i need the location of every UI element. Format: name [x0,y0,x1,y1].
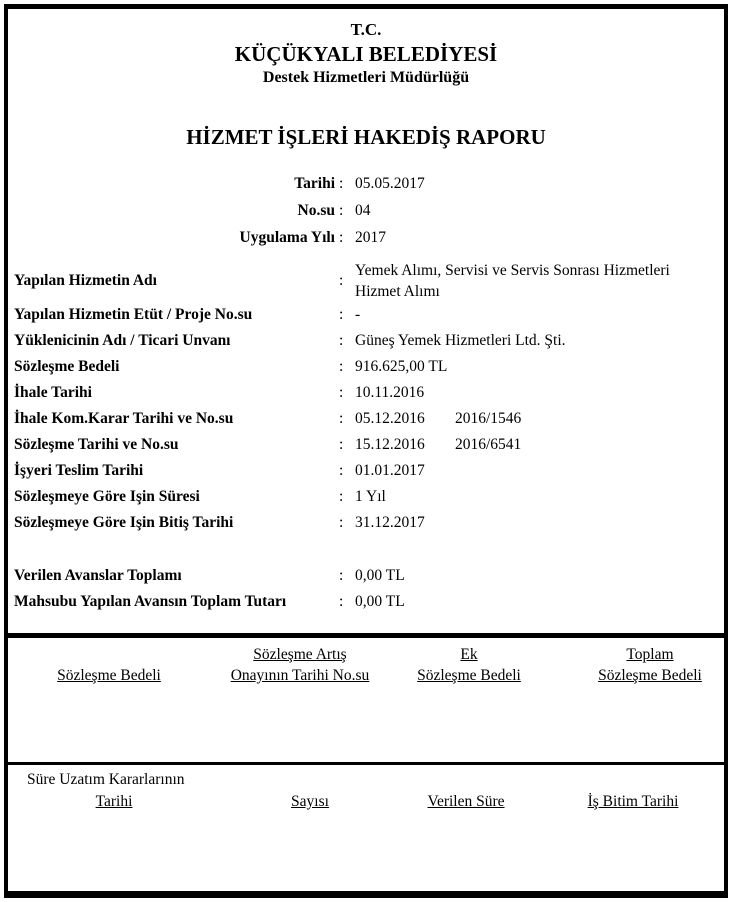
page-title: HİZMET İŞLERİ HAKEDİŞ RAPORU [186,125,546,149]
colon-separator: : [339,436,344,453]
field-value: Yemek Alımı, Servisi ve Servis Sonrası Hizmetleri Hizmet Alımı [355,262,674,300]
meta-row-nosu [14,197,718,224]
field-row-hizmet-adi [14,260,718,302]
colon-separator: : [339,462,344,479]
field-row-sozlesme-bedeli [14,354,718,380]
extension-table-header-verilen-sure: Verilen Süre [427,793,505,810]
meta-section [14,170,718,251]
colon-separator: : [339,384,344,401]
field-value: 31.12.2017 [355,514,425,531]
colon-separator: : [339,229,344,246]
header-line-2: Sözleşme Bedeli [57,667,161,684]
advance-row-mahsubu [14,589,718,615]
field-row-ihale-kom-karar [14,406,718,432]
field-row-isin-bitis [14,510,718,536]
field-row-yuklenici [14,328,718,354]
field-label: Sözleşmeye Göre Işin Süresi [14,488,200,505]
field-row-etut-proje [14,302,718,328]
meta-value: 2017 [355,229,386,246]
header-line-1: Sözleşme Artış [253,646,347,663]
contract-table-header-artis-onayi [231,644,370,686]
colon-separator: : [339,306,344,323]
meta-row-uygulama-yili [14,224,718,251]
field-value: 01.01.2017 [355,462,425,479]
extension-table-header-tarihi: Tarihi [95,793,133,810]
extension-table-caption: Süre Uzatım Kararlarının [27,771,185,788]
field-row-sozlesme-tarihi [14,432,718,458]
header-line-1: Toplam [626,646,674,663]
contract-table-header-ek-sozlesme [417,644,521,686]
contract-table-header-toplam-sozlesme [598,644,702,686]
field-value-number: 2016/1546 [455,410,522,427]
extension-table-header-is-bitim: İş Bitim Tarihi [587,793,679,810]
field-value [355,432,521,458]
letterhead-department: Destek Hizmetleri Müdürlüğü [262,69,470,86]
field-value-number: 2016/6541 [455,436,522,453]
colon-separator: : [339,410,344,427]
field-label: İhale Tarihi [14,384,92,401]
field-value: Güneş Yemek Hizmetleri Ltd. Şti. [355,332,566,349]
contract-table-header-sozlesme-bedeli [57,644,161,686]
fields-section [14,260,718,536]
field-row-ihale-tarihi [14,380,718,406]
advance-row-verilen [14,563,718,589]
field-value: 0,00 TL [355,567,405,584]
field-label: Verilen Avanslar Toplamı [14,567,182,584]
meta-label: Uygulama Yılı [239,229,335,246]
section-divider-bottom [8,762,724,765]
meta-value: 04 [355,202,371,219]
letterhead-country: T.C. [350,20,382,39]
field-value-date: 15.12.2016 [355,436,425,453]
header-line-2: Onayının Tarihi No.su [230,667,370,684]
field-value: 916.625,00 TL [355,358,448,375]
field-label: Yapılan Hizmetin Adı [14,272,157,289]
header-line-1 [57,644,161,665]
field-label: Yapılan Hizmetin Etüt / Proje No.su [14,306,253,323]
field-label: Yüklenicinin Adı / Ticari Unvanı [14,332,231,349]
document-border-frame [4,4,728,898]
header-line-2: Sözleşme Bedeli [598,667,702,684]
field-value [355,406,521,432]
meta-label: Tarihi [294,175,335,192]
field-label: Sözleşmeye Göre Işin Bitiş Tarihi [14,514,234,531]
colon-separator: : [339,175,344,192]
letterhead-municipality: KÜÇÜKYALI BELEDİYESİ [234,42,498,66]
colon-separator: : [339,567,344,584]
field-value: 1 Yıl [355,488,386,505]
header-line-1: Ek [460,646,478,663]
field-label: İhale Kom.Karar Tarihi ve No.su [14,410,234,427]
header-line-2: Sözleşme Bedeli [417,667,521,684]
colon-separator: : [339,202,344,219]
colon-separator: : [339,272,344,289]
field-label: Sözleşme Bedeli [14,358,120,375]
section-divider-top [8,633,724,638]
field-label: Mahsubu Yapılan Avansın Toplam Tutarı [14,593,287,610]
field-row-isyeri-teslim [14,458,718,484]
field-label: Sözleşme Tarihi ve No.su [14,436,179,453]
colon-separator: : [339,593,344,610]
colon-separator: : [339,488,344,505]
field-value-date: 05.12.2016 [355,410,425,427]
extension-table-header-sayisi: Sayısı [291,793,329,810]
advances-section [14,563,718,615]
meta-value: 05.05.2017 [355,175,425,192]
field-label: İşyeri Teslim Tarihi [14,462,144,479]
meta-row-tarihi [14,170,718,197]
field-row-isin-suresi [14,484,718,510]
colon-separator: : [339,332,344,349]
field-value: 10.11.2016 [355,384,425,401]
meta-label: No.su [297,202,335,219]
colon-separator: : [339,514,344,531]
field-value: 0,00 TL [355,593,405,610]
document-content [8,9,724,615]
field-value: - [355,306,361,323]
colon-separator: : [339,358,344,375]
letterhead [14,19,718,88]
